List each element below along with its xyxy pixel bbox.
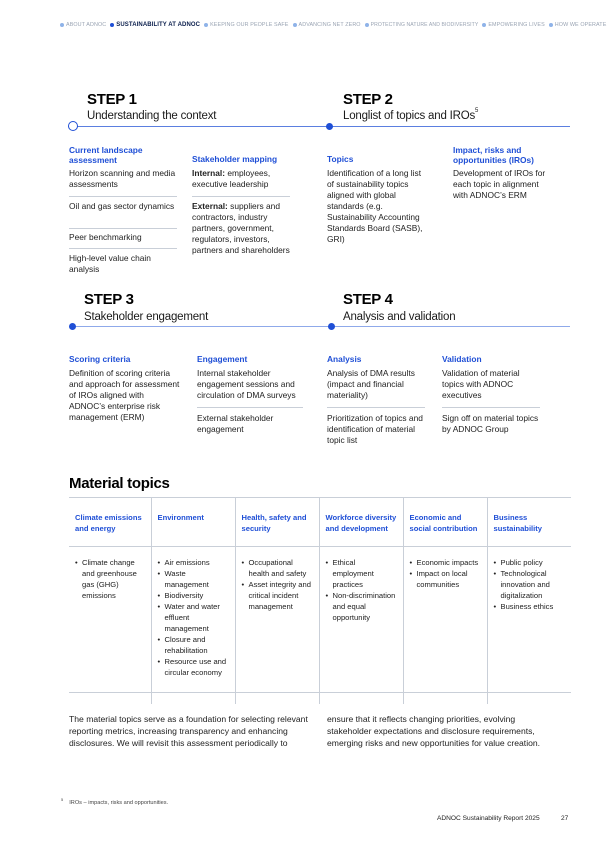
list-item: • Asset integrity and critical incident management xyxy=(242,579,313,612)
stakeholder-mapping-head: Stakeholder mapping xyxy=(192,154,278,164)
topic-list xyxy=(158,557,229,678)
divider xyxy=(197,407,303,408)
step1-marker xyxy=(68,121,78,131)
external-label: External: xyxy=(192,201,228,211)
step2-subtitle xyxy=(343,110,478,122)
nav-item-label: ABOUT ADNOC xyxy=(66,22,107,28)
engagement-item: External stakeholder engagement xyxy=(197,413,274,434)
list-item: • Economic impacts xyxy=(410,557,481,568)
topics-head: Topics xyxy=(327,154,354,164)
step1-title: STEP 1 xyxy=(87,91,137,108)
landscape-item: Oil and gas sector dynamics xyxy=(69,201,175,211)
material-topics-title: Material topics xyxy=(69,475,170,492)
current-landscape-head: Current landscape assessment xyxy=(69,145,143,165)
nav-dot-icon xyxy=(204,23,208,27)
column-header: Environment xyxy=(151,498,235,546)
footnote-ref: 5 xyxy=(475,108,479,114)
topic-list xyxy=(242,557,313,612)
list-item: • Air emissions xyxy=(158,557,229,568)
topics-text: Identification of a long list of sustainability topics aligned with global standards (e.g. Sustainability Accounting Standards Board (SASB), GRI) xyxy=(327,168,423,244)
material-topics-table xyxy=(69,498,571,704)
topic-list xyxy=(326,557,397,623)
nav-dot-icon xyxy=(549,23,553,27)
landscape-item: High-level value chain analysis xyxy=(69,253,151,274)
step2-marker xyxy=(326,123,333,130)
nav-item-label: HOW WE OPERATE xyxy=(554,22,607,28)
column-header: Health, safety and security xyxy=(235,498,319,546)
report-name: ADNOC Sustainability Report 2025 xyxy=(437,815,540,822)
list-item: • Impact on local communities xyxy=(410,568,481,590)
step3-timeline xyxy=(72,326,570,327)
column-header: Climate emissions and energy xyxy=(75,513,142,533)
external-text: suppliers and contractors, industry partners, government, regulators, investors, partners and shareholders xyxy=(192,201,290,255)
footnote-text: IROs – impacts, risks and opportunities. xyxy=(69,799,169,806)
list-item: • Occupational health and safety xyxy=(242,557,313,579)
nav-item-label: PROTECTING NATURE AND BIODIVERSITY xyxy=(370,22,479,28)
landscape-item: Peer benchmarking xyxy=(69,232,142,242)
step1-timeline xyxy=(74,126,570,127)
table-cell xyxy=(235,546,319,704)
nav-dot-icon xyxy=(60,23,64,27)
step3-marker xyxy=(69,323,76,330)
nav-item[interactable] xyxy=(549,22,607,28)
nav-item-label: SUSTAINABILITY AT ADNOC xyxy=(116,22,201,28)
external-stakeholders xyxy=(192,201,294,256)
analysis-item: Analysis of DMA results (impact and financial materiality) xyxy=(327,368,415,400)
divider xyxy=(69,228,177,229)
validation-item: Validation of material topics with ADNOC executives xyxy=(442,368,520,400)
list-item: • Business ethics xyxy=(494,601,566,612)
nav-item[interactable] xyxy=(365,22,479,28)
step4-subtitle: Analysis and validation xyxy=(343,311,456,323)
list-item: • Technological innovation and digitalization xyxy=(494,568,566,601)
divider xyxy=(69,196,177,197)
column-header: Economic and social contribution xyxy=(403,498,487,546)
table-header-row xyxy=(69,498,571,546)
nav-dot-icon xyxy=(482,23,486,27)
footnote-number: 5 xyxy=(61,797,64,802)
internal-text: employees, executive leadership xyxy=(192,168,271,189)
footnote xyxy=(61,797,168,806)
table-cell xyxy=(487,546,571,704)
scoring-criteria-text: Definition of scoring criteria and approach for assessment of IROs aligned with ADNOC’s enterprise risk management (ERM) xyxy=(69,368,180,422)
divider xyxy=(327,407,425,408)
list-item: • Resource use and circular economy xyxy=(158,656,229,678)
step3-subtitle: Stakeholder engagement xyxy=(84,311,209,323)
internal-label: Internal: xyxy=(192,168,226,178)
nav-item[interactable] xyxy=(60,22,106,28)
list-item: • Public policy xyxy=(494,557,566,568)
internal-stakeholders xyxy=(192,168,292,190)
analysis-head: Analysis xyxy=(327,354,362,364)
table-row xyxy=(69,546,571,704)
iro-text: Development of IROs for each topic in alignment with ADNOC’s ERM xyxy=(453,168,546,200)
table-cell xyxy=(69,546,151,704)
list-item: • Closure and rehabilitation xyxy=(158,634,229,656)
table-cell xyxy=(319,546,403,704)
nav-dot-icon xyxy=(293,23,297,27)
nav-item[interactable] xyxy=(204,22,288,28)
column-header: Business sustainability xyxy=(487,498,571,546)
step2-subtitle-text: Longlist of topics and IROs xyxy=(343,110,476,122)
iro-head: Impact, risks and opportunities (IROs) xyxy=(453,145,534,165)
step2-title: STEP 2 xyxy=(343,91,393,108)
list-item: • Biodiversity xyxy=(158,590,229,601)
column-header: Workforce diversity and development xyxy=(319,498,403,546)
engagement-head: Engagement xyxy=(197,354,248,364)
body-text-left: The material topics serve as a foundation for selecting relevant reporting metrics, increasing transparency and enhancing disclosures. We will revisit this assessment periodically to xyxy=(69,714,308,748)
step1-subtitle: Understanding the context xyxy=(87,110,217,122)
landscape-item: Horizon scanning and media assessments xyxy=(69,168,176,189)
page-number: 27 xyxy=(561,815,569,822)
topic-list xyxy=(75,557,145,601)
nav-dot-icon xyxy=(110,23,114,27)
nav-item-label: KEEPING OUR PEOPLE SAFE xyxy=(210,22,289,28)
step4-title: STEP 4 xyxy=(343,291,393,308)
nav-item-label: ADVANCING NET ZERO xyxy=(298,22,361,28)
list-item: • Waste management xyxy=(158,568,229,590)
validation-item: Sign off on material topics by ADNOC Group xyxy=(442,413,539,434)
divider xyxy=(442,407,540,408)
validation-head: Validation xyxy=(442,354,482,364)
divider xyxy=(69,248,177,249)
analysis-item: Prioritization of topics and identification of material topic list xyxy=(327,413,423,445)
nav-dot-icon xyxy=(365,23,369,27)
nav-item[interactable] xyxy=(110,22,200,28)
table-cell xyxy=(151,546,235,704)
nav-item[interactable] xyxy=(482,22,544,28)
engagement-item: Internal stakeholder engagement sessions and circulation of DMA surveys xyxy=(197,368,296,400)
list-item: • Non-discrimination and equal opportunity xyxy=(326,590,397,623)
table-cell xyxy=(403,546,487,704)
list-item: • Climate change and greenhouse gas (GHG) emissions xyxy=(75,557,145,601)
nav-item[interactable] xyxy=(293,22,361,28)
topic-list xyxy=(410,557,481,590)
list-item: • Ethical employment practices xyxy=(326,557,397,590)
step3-title: STEP 3 xyxy=(84,291,134,308)
list-item: • Water and water effluent management xyxy=(158,601,229,634)
material-topics-table-wrap xyxy=(69,497,571,693)
divider xyxy=(192,196,290,197)
topic-list xyxy=(494,557,566,612)
step4-marker xyxy=(328,323,335,330)
body-text-right: ensure that it reflects changing priorities, evolving stakeholder expectations and disclosure requirements, emerging risks and new opportunities for value creation. xyxy=(327,714,541,748)
scoring-criteria-head: Scoring criteria xyxy=(69,354,131,364)
top-navigation xyxy=(60,20,610,30)
nav-item-label: EMPOWERING LIVES xyxy=(488,22,545,28)
